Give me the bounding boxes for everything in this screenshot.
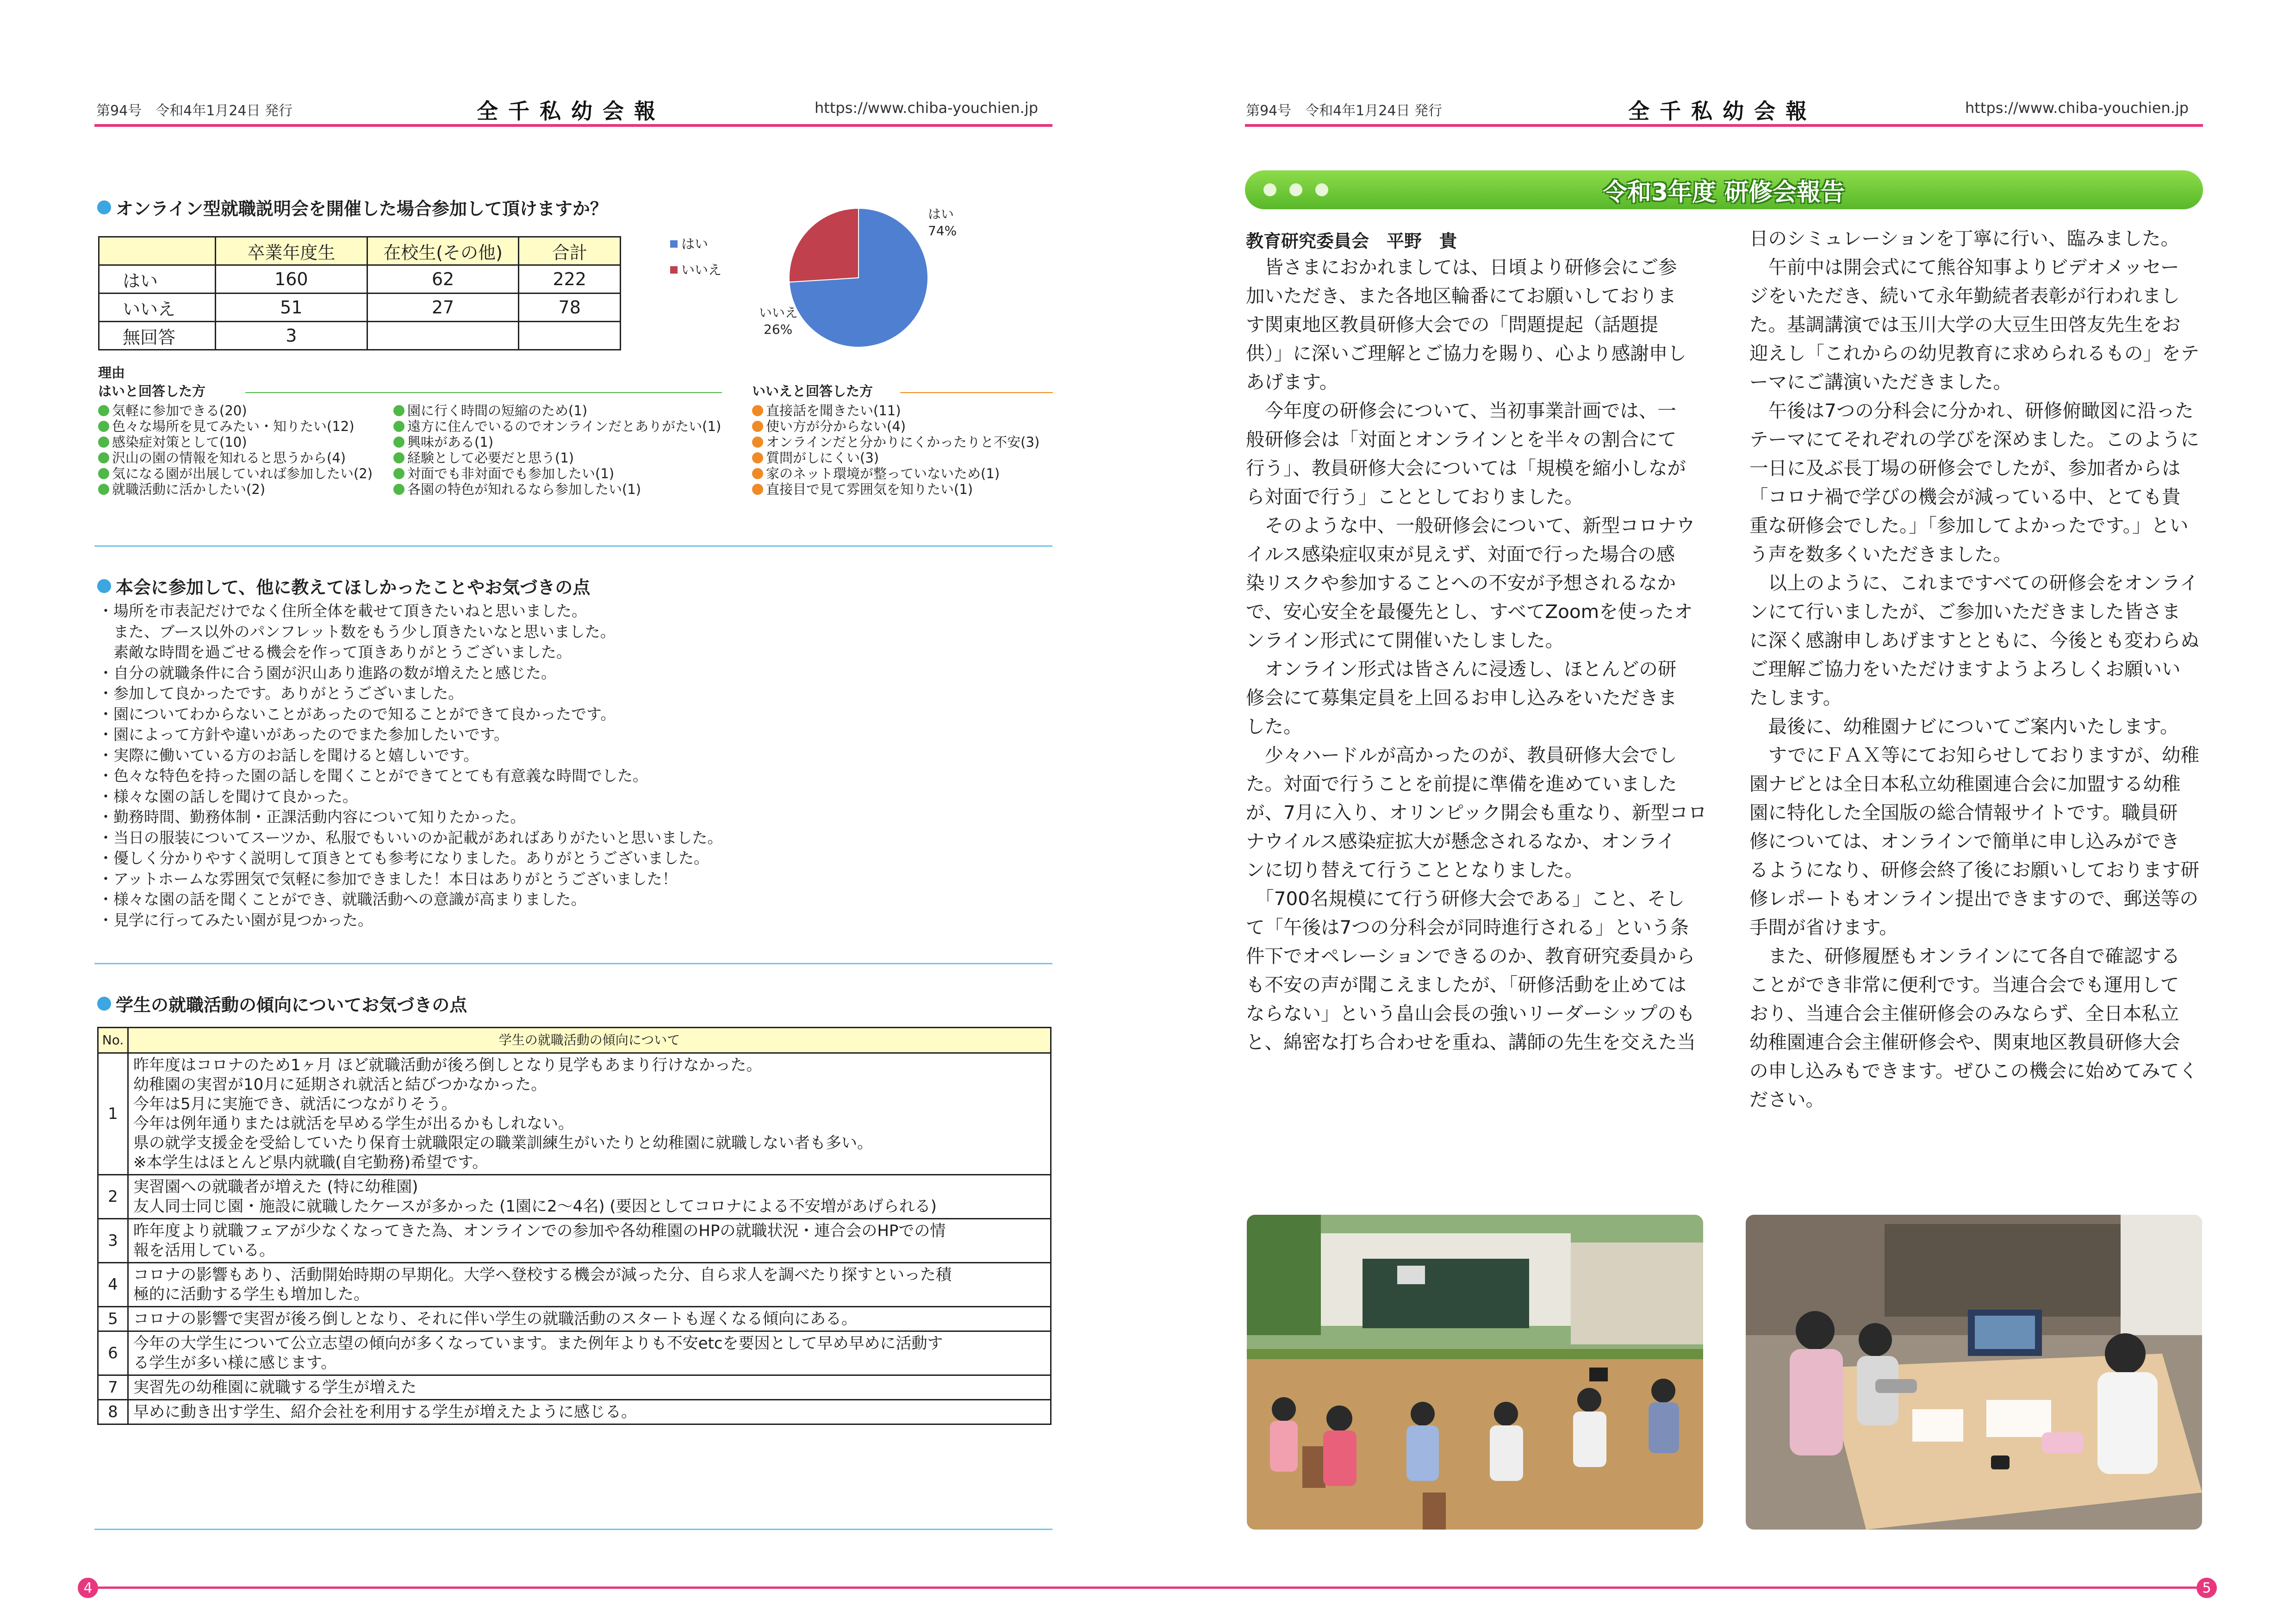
text-line: 園に特化した全国版の総合情報サイトです。職員研 (1749, 801, 2178, 824)
table-row (98, 1263, 1051, 1307)
issue-info: 第94号 令和4年1月24日 発行 (96, 103, 293, 119)
comments-heading (97, 573, 590, 599)
text-line: 一日に及ぶ長丁場の研修会でしたが、参加者からは (1749, 457, 2181, 479)
list-item: 気軽に参加できる(20) (98, 403, 373, 418)
list-item: 就職活動に活かしたい(2) (98, 481, 373, 497)
list-item: 直接話を聞きたい(11) (752, 403, 1039, 418)
list-item: 感染症対策として(10) (98, 434, 373, 450)
trend-cell: 早めに動き出す学生、紹介会社を利用する学生が増えたように感じる。 (128, 1400, 1051, 1424)
text-line: ンにて行いましたが、ご参加いただきました皆さま (1749, 600, 2181, 623)
data-label-no: いいえ (759, 305, 798, 320)
section-banner (1245, 170, 2203, 209)
comment-line: ・園によって方針や違いがあったのでまた参加したいです。 (98, 725, 510, 743)
list-item: 対面でも非対面でも参加したい(1) (393, 466, 721, 481)
text-line: の申し込みもできます。ぜひこの機会に始めてみてく (1749, 1060, 2198, 1082)
website-url[interactable]: https://www.chiba-youchien.jp (815, 99, 1039, 117)
text-line: た。対面で行うことを前提に準備を進めていました (1246, 773, 1677, 795)
table-cell: 51 (216, 294, 367, 322)
comment-line: ・当日の服装についてスーツか、私服でもいいのか記載があればありがたいと思いました。 (98, 828, 723, 847)
comment-line: ・実際に働いている方のお話しを聞けると嬉しいです。 (98, 746, 479, 764)
trend-cell: 昨年度はコロナのため1ヶ月 ほど就職活動が後ろ倒しとなり見学もあまり行けなかった。 幼稚園の実習が10月に延期され就活と結びつかなかった。 今年は5月に実施でき、就活につながりそう。 今年は例年通りまたは就活を早める学生が出るかもしれない。 県の就学支援金を受給していたり保育士就職限定の職業訓練生がいたりと幼稚園に就職しない者も多い。 ※本学生はほとんど県内就職(自宅勤務)希望です。 (128, 1053, 1051, 1175)
comment-line: ・勤務時間、勤務体制・正課活動内容について知りたかった。 (98, 808, 526, 826)
list-item: 園に行く時間の短縮のため(1) (393, 403, 721, 418)
trend-cell: コロナの影響もあり、活動開始時期の早期化。大学へ登校する機会が減った分、自ら求人を調べたり探すといった積 極的に活動する学生も増加した。 (128, 1263, 1051, 1307)
bullet-icon (97, 579, 111, 593)
comment-line: ・園についてわからないことがあったので知ることができて良かったです。 (98, 705, 616, 723)
no-reasons-list (752, 403, 1039, 497)
list-item: 直接目で見て雰囲気を知りたい(1) (752, 481, 1039, 497)
text-line: も不安の声が聞こえましたが、「研修活動を止めては (1246, 974, 1686, 996)
text-line: 午後は7つの分科会に分かれ、研修俯瞰図に沿った (1749, 400, 2194, 422)
text-line: 園ナビとは全日本私立幼稚園連合会に加盟する幼稚 (1749, 773, 2181, 795)
trend-cell: 実習園への就職者が増えた (特に幼稚園) 友人同士同じ園・施設に就職したケースが多かった (1園に2～4名) (要因としてコロナによる不安増があげられる) (128, 1175, 1051, 1219)
table-row (98, 1331, 1051, 1375)
header-rule (94, 124, 1052, 127)
text-line: 以上のように、これまですべての研修会をオンライ (1749, 572, 2198, 594)
text-line: ンに切り替えて行うこととなりました。 (1246, 859, 1583, 881)
text-line: 修レポートもオンライン提出できますので、郵送等の (1749, 887, 2198, 910)
text-line: 今年度の研修会について、当初事業計画では、一 (1246, 400, 1676, 422)
comment-line: 素敵な時間を過ごせる機会を作って頂きありがとうございました。 (98, 643, 572, 661)
text-line: ならない」という畠山会長の強いリーダーシップのも (1246, 1002, 1695, 1024)
text-line: すでにＦＡＸ等にてお知らせしておりますが、幼稚 (1749, 744, 2199, 766)
yes-reasons-col2 (393, 403, 721, 497)
table-header-cell: 卒業年度生 (216, 237, 367, 265)
newsletter-title: 全千私幼会報 (1628, 99, 1817, 124)
list-item: 色々な場所を見てみたい・知りたい(12) (98, 418, 373, 434)
legend-swatch (670, 266, 678, 274)
bullet-icon (97, 200, 111, 214)
section-divider (94, 1529, 1052, 1530)
comment-line: ・アットホームな雰囲気で気軽に参加できました！本日はありがとうございました！ (98, 869, 678, 888)
chart-legend (670, 236, 722, 278)
row-number: 3 (98, 1219, 128, 1263)
text-line: 皆さまにおかれましては、日頃より研修会にご参 (1246, 256, 1677, 278)
list-item: 遠方に住んでいるのでオンラインだとありがたい(1) (393, 418, 721, 434)
text-line: おり、当連合会主催研修会のみならず、全日本私立 (1749, 1002, 2179, 1024)
text-line: た。基調講演では玉川大学の大豆生田啓友先生をお (1749, 313, 2181, 336)
list-item: 使い方が分からない(4) (752, 418, 1039, 434)
table-row (98, 1307, 1051, 1331)
legend-item (670, 262, 722, 278)
section-divider (94, 963, 1052, 964)
text-line: 最後に、幼稚園ナビについてご案内いたします。 (1749, 715, 2179, 737)
text-line: ンライン形式にて開催いたしました。 (1246, 629, 1564, 651)
survey-heading (97, 194, 608, 220)
comment-line: ・参加して良かったです。ありがとうございました。 (98, 684, 464, 702)
text-line: テーマにてそれぞれの学びを深めました。このように (1749, 428, 2199, 450)
table-cell: 222 (519, 265, 621, 294)
text-line: て「午後は7つの分科会が同時進行される」という条 (1246, 916, 1689, 938)
legend-swatch (670, 240, 678, 248)
row-number: 5 (98, 1307, 128, 1331)
comment-line: ・様々な園の話を聞くことができ、就職活動への意識が高まりました。 (98, 890, 586, 908)
data-label-no-percent: 26% (764, 322, 793, 337)
trend-cell: 昨年度より就職フェアが少なくなってきた為、オンラインでの参加や各幼稚園のHPの就職状況・連合会のHPでの情 報を活用している。 (128, 1219, 1051, 1263)
text-line: ーマにご講演いただきました。 (1749, 371, 2012, 393)
header-rule (1245, 124, 2203, 127)
table-header-row (98, 1028, 1051, 1053)
text-line: 修会にて募集定員を上回るお申し込みをいただきま (1246, 687, 1677, 709)
text-line: たします。 (1749, 687, 1842, 709)
row-number: 2 (98, 1175, 128, 1219)
article-author: 教育研究委員会 平野 貴 (1246, 231, 1457, 251)
table-header-row (99, 237, 621, 265)
pie-chart (750, 199, 963, 356)
comment-line: ・場所を市表記だけでなく住所全体を載せて頂きたいねと思いました。 (98, 602, 587, 620)
col-no-header: No. (98, 1028, 128, 1053)
text-line: ナウイルス感染症拡大が懸念されるなか、オンライ (1246, 830, 1675, 852)
text-line: ことができ非常に便利です。当連合会でも運用して (1749, 974, 2179, 996)
comment-line: また、ブース以外のパンフレット数をもう少し頂きたいなと思いました。 (98, 622, 616, 641)
text-line: そのような中、一般研修会について、新型コロナウ (1246, 514, 1695, 537)
text-line: 手間が省けます。 (1749, 916, 1898, 938)
website-url[interactable]: https://www.chiba-youchien.jp (1965, 99, 2189, 117)
text-line: 修については、オンラインで簡単に申し込みができ (1749, 830, 2180, 852)
text-line: 件下でオペレーションできるのか、教育研究委員から (1246, 945, 1695, 967)
text-line: 重な研修会でした。」「参加してよかったです。」とい (1749, 514, 2189, 537)
meeting-room-photo (1746, 1215, 2202, 1530)
article-column-1 (1246, 253, 1707, 1056)
text-line: ジをいただき、続いて永年勤続者表彰が行われまし (1749, 285, 2180, 307)
table-header-cell: 在校生(その他) (367, 237, 519, 265)
row-number: 7 (98, 1375, 128, 1400)
list-item: 家のネット環境が整っていないため(1) (752, 466, 1039, 481)
legend-label: はい (681, 236, 709, 252)
list-item: オンラインだと分かりにくかったりと不安(3) (752, 434, 1039, 450)
text-line: 染リスクや参加することへの不安が予想されるなか (1246, 572, 1676, 594)
comments-list (98, 601, 722, 931)
row-number: 8 (98, 1400, 128, 1424)
table-row (99, 294, 621, 322)
table-row (98, 1219, 1051, 1263)
survey-title: オンライン型就職説明会を開催した場合参加して頂けますか？ (116, 199, 608, 219)
col-trend-header: 学生の就職活動の傾向について (128, 1028, 1051, 1053)
data-label-yes-percent: 74% (928, 223, 957, 238)
row-label: はい (99, 265, 216, 294)
text-line: 午前中は開会式にて熊谷知事よりビデオメッセー (1749, 256, 2179, 278)
comment-line: ・色々な特色を持った園の話しを聞くことができてとても有意義な時間でした。 (98, 767, 648, 785)
list-item: 興味がある(1) (393, 434, 721, 450)
comment-line: ・見学に行ってみたい園が見つかった。 (98, 911, 373, 929)
table-cell: 78 (519, 294, 621, 322)
text-line: るようになり、研修会終了後にお願いしております研 (1749, 859, 2199, 881)
text-line: あげます。 (1246, 371, 1338, 393)
table-row (99, 322, 621, 350)
list-item: 経験として必要だと思う(1) (393, 450, 721, 466)
list-item: 気になる園が出展していれば参加したい(2) (98, 466, 373, 481)
bullet-icon (97, 997, 111, 1011)
text-line: す関東地区教員研修大会での「問題提起（話題提 (1246, 313, 1658, 336)
text-line: オンライン形式は皆さんに浸透し、ほとんどの研 (1246, 658, 1677, 680)
table-row (99, 265, 621, 294)
text-line: 日のシミュレーションを丁寧に行い、臨みました。 (1749, 227, 2180, 250)
text-line: ご理解ご協力をいただけますようよろしくお願いい (1749, 658, 2181, 680)
footer-rule (98, 1587, 1148, 1589)
text-line: 行う」、教員研修大会については「規模を縮小しなが (1246, 457, 1686, 479)
legend-item (670, 236, 722, 252)
table-row (98, 1400, 1051, 1424)
pie-slice-no (789, 208, 859, 282)
row-label: 無回答 (99, 322, 216, 350)
comment-line: ・優しく分かりやすく説明して頂きとても参考になりました。ありがとうございました。 (98, 849, 709, 867)
text-line: 少々ハードルが高かったのが、教員研修大会でし (1246, 744, 1677, 766)
trend-cell: コロナの影響で実習が後ろ倒しとなり、それに伴い学生の就職活動のスタートも遅くなる傾向にある。 (128, 1307, 1051, 1331)
trends-table (97, 1027, 1052, 1425)
issue-info: 第94号 令和4年1月24日 発行 (1246, 103, 1443, 119)
reasons-label: 理由 (98, 365, 125, 381)
comments-title: 本会に参加して、他に教えてほしかったことやお気づきの点 (116, 577, 591, 598)
article-column-2 (1749, 224, 2208, 1114)
comment-line: ・自分の就職条件に合う園が沢山あり進路の数が増えたと感じた。 (98, 663, 556, 682)
newsletter-title: 全千私幼会報 (477, 99, 666, 124)
row-label: いいえ (99, 294, 216, 322)
table-row (98, 1375, 1051, 1400)
text-line: 般研修会は「対面とオンラインとを半々の割合にて (1246, 428, 1677, 450)
text-line: が、7月に入り、オリンピック開会も重なり、新型コロ (1246, 801, 1707, 824)
meeting-room-photo-image (1746, 1215, 2202, 1530)
list-item: 沢山の園の情報を知れると思うから(4) (98, 450, 373, 466)
table-cell (519, 322, 621, 350)
text-line: 加いただき、また各地区輪番にてお願いしておりま (1246, 285, 1676, 307)
page-number: 5 (2196, 1578, 2217, 1598)
text-line: と、綿密な打ち合わせを重ね、講師の先生を交えた当 (1246, 1031, 1696, 1053)
text-line: で、安心安全を最優先とし、すべてZoomを使ったオ (1246, 600, 1693, 623)
list-item: 各園の特色が知れるなら参加したい(1) (393, 481, 721, 497)
trends-title: 学生の就職活動の傾向についてお気づきの点 (116, 995, 467, 1015)
table-cell: 3 (216, 322, 367, 350)
yes-reasons-title: はいと回答した方 (98, 383, 206, 399)
trend-cell: 実習先の幼稚園に就職する学生が増えた (128, 1375, 1051, 1400)
table-cell (367, 322, 519, 350)
trend-cell: 今年の大学生について公立志望の傾向が多くなっています。また例年よりも不安etcを要因として早め早めに活動す る学生が多い様に感じます。 (128, 1331, 1051, 1375)
text-line: う声を数多くいただきました。 (1749, 543, 2012, 565)
text-line: 迎えし「これからの幼児教育に求められるもの」をテ (1749, 342, 2199, 364)
text-line: ら対面で行う」こととしておりました。 (1246, 486, 1583, 508)
text-line: また、研修履歴もオンラインにて各自で確認する (1749, 945, 2180, 967)
table-row (98, 1175, 1051, 1219)
yes-divider (245, 392, 722, 393)
table-header-cell: 合計 (519, 237, 621, 265)
text-line: ださい。 (1749, 1088, 1824, 1111)
no-divider (900, 392, 1053, 393)
page-number: 4 (78, 1578, 98, 1598)
text-line: 「コロナ禍で学びの機会が減っている中、とても貴 (1749, 486, 2181, 508)
no-reasons-title: いいえと回答した方 (752, 383, 873, 399)
data-label-yes: はい (928, 206, 954, 222)
trends-heading (97, 991, 467, 1016)
list-item: 質問がしにくい(3) (752, 450, 1039, 466)
table-row (98, 1053, 1051, 1175)
legend-label: いいえ (681, 262, 722, 278)
text-line: した。 (1246, 715, 1302, 737)
text-line: イルス感染症収束が見えず、対面で行った場合の感 (1246, 543, 1675, 565)
footer-rule (1148, 1587, 2196, 1589)
survey-table (98, 236, 621, 350)
table-cell: 160 (216, 265, 367, 294)
yes-reasons-col1 (98, 403, 373, 497)
classroom-photo-image (1247, 1215, 1703, 1530)
text-line: 幼稚園連合会主催研修会や、関東地区教員研修大会 (1749, 1031, 2180, 1053)
table-header-cell (99, 237, 216, 265)
table-cell: 27 (367, 294, 519, 322)
comment-line: ・様々な園の話しを聞けて良かった。 (98, 787, 358, 806)
text-line: に深く感謝申しあげますとともに、今後とも変わらぬ (1749, 629, 2199, 651)
section-divider (94, 545, 1052, 547)
row-number: 4 (98, 1263, 128, 1307)
text-line: 供）」に深いご理解とご協力を賜り、心より感謝申し (1246, 342, 1686, 364)
banner-title: 令和3年度 研修会報告 (1603, 178, 1845, 206)
text-line: 「700名規模にて行う研修大会である」こと、そし (1246, 887, 1685, 910)
row-number: 6 (98, 1331, 128, 1375)
row-number: 1 (98, 1053, 128, 1175)
classroom-photo (1247, 1215, 1703, 1530)
table-cell: 62 (367, 265, 519, 294)
